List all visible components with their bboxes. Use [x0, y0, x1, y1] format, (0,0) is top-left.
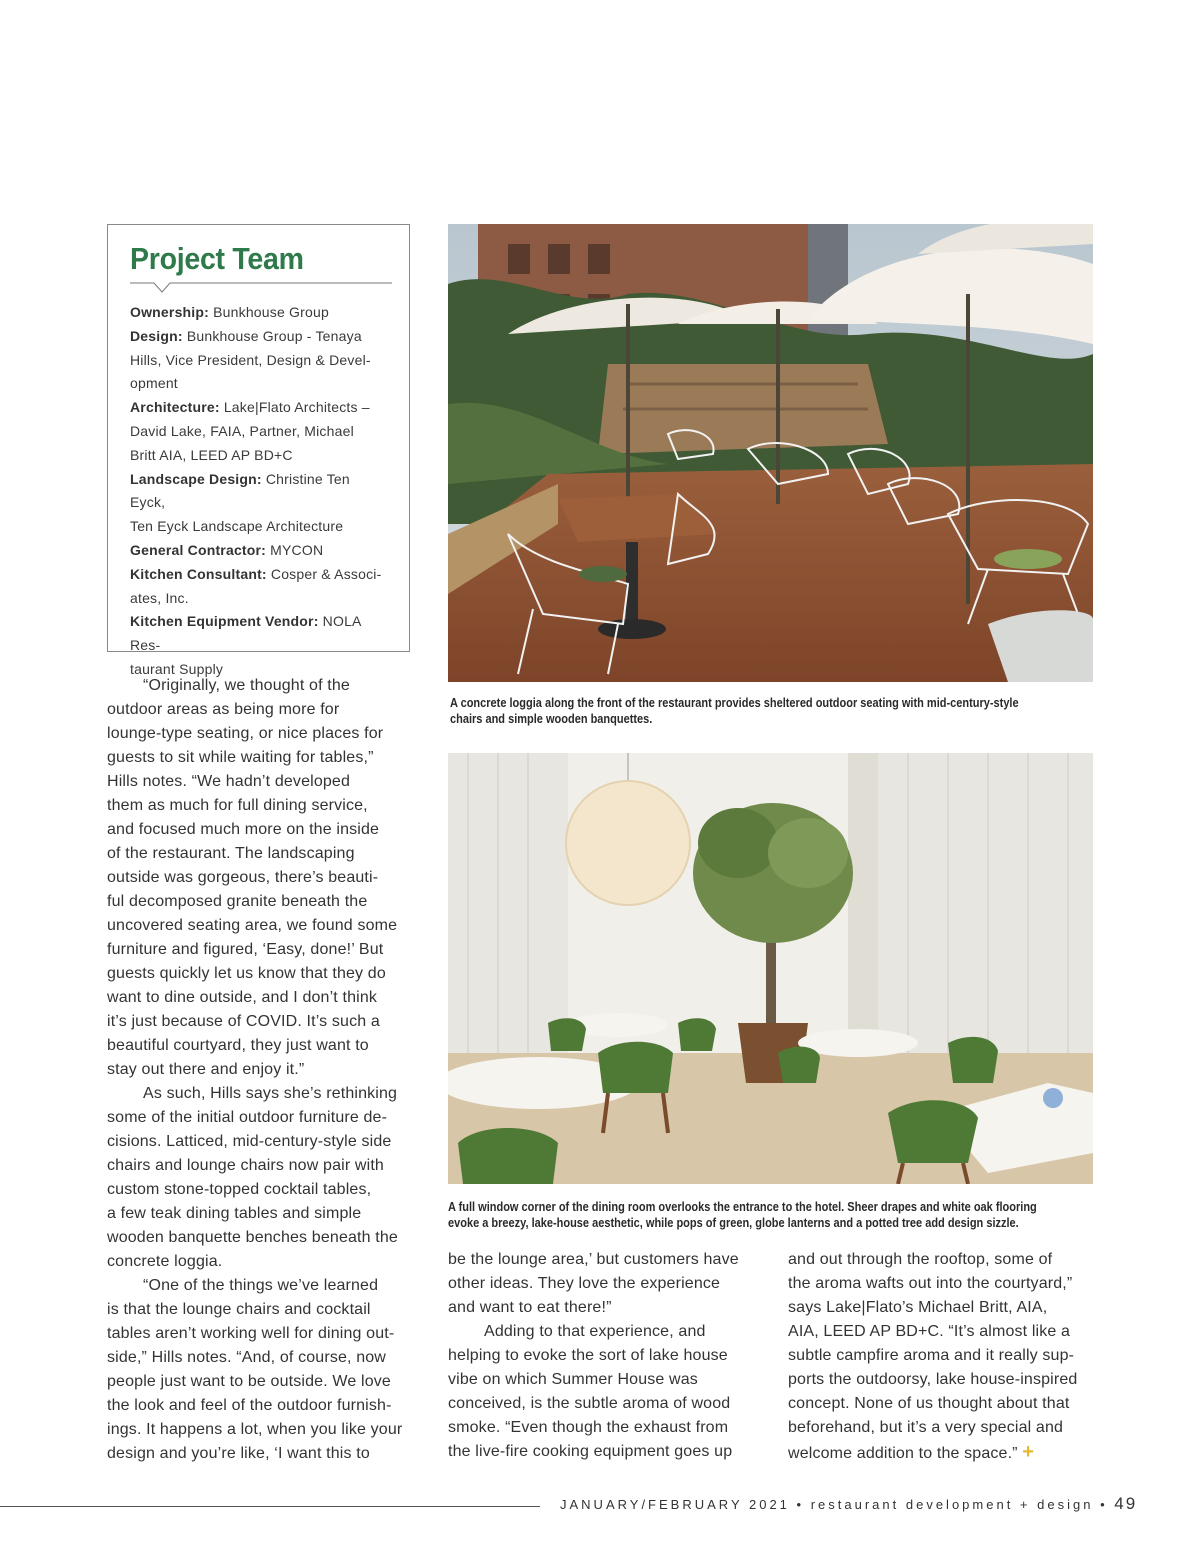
caption-line: chairs and simple wooden banquettes. — [450, 712, 653, 726]
end-mark-icon: + — [1022, 1441, 1035, 1463]
project-team-line — [130, 396, 389, 420]
project-team-value: Lake|Flato Architects – — [219, 399, 370, 416]
text-line: lounge-type seating, or nice places for — [107, 725, 384, 742]
text-line: beforehand, but it’s a very special and — [788, 1419, 1064, 1436]
text-line: ings. It happens a lot, when you like your — [107, 1421, 403, 1438]
project-team-role: Landscape Design: — [130, 470, 262, 487]
text-line: As such, Hills says she’s rethinking — [143, 1085, 398, 1102]
project-team-value: MYCON — [266, 541, 324, 558]
text-line: of the restaurant. The landscaping — [107, 845, 355, 862]
text-line: cisions. Latticed, mid-century-style side — [107, 1133, 392, 1150]
dining-room-photo — [448, 753, 1093, 1184]
project-team-list — [130, 301, 389, 682]
project-team-value: Bunkhouse Group — [209, 304, 329, 320]
body-column-2 — [448, 1248, 748, 1464]
courtyard-photo-caption — [450, 695, 1075, 727]
text-line: Hills notes. “We hadn’t developed — [107, 773, 351, 790]
text-line: beautiful courtyard, they just want to — [107, 1037, 369, 1054]
text-line: ful decomposed granite beneath the — [107, 893, 368, 910]
text-line: tables aren’t working well for dining out- — [107, 1325, 395, 1342]
page-number: 49 — [1114, 1494, 1138, 1513]
project-team-role: Kitchen Consultant: — [130, 565, 267, 582]
footer-rule — [0, 1506, 540, 1507]
project-team-value: Hills, Vice President, Design & Devel- — [130, 351, 371, 368]
project-team-value: Bunkhouse Group - Tenaya — [182, 327, 362, 344]
body-paragraph — [788, 1248, 1088, 1466]
text-line: custom stone-topped cocktail tables, — [107, 1181, 372, 1198]
text-line: “Originally, we thought of the — [143, 677, 350, 694]
footer-publication: restaurant development + design — [810, 1497, 1094, 1512]
text-line: the aroma wafts out into the courtyard,” — [788, 1275, 1073, 1292]
text-line: them as much for full dining service, — [107, 797, 368, 814]
text-line: smoke. “Even though the exhaust from — [448, 1419, 729, 1436]
text-line: the look and feel of the outdoor furnish- — [107, 1397, 392, 1414]
project-team-line — [130, 539, 389, 563]
page-footer — [560, 1494, 1137, 1514]
project-team-value: Britt AIA, LEED AP BD+C — [130, 446, 293, 463]
text-line: vibe on which Summer House was — [448, 1371, 698, 1388]
dining-room-photo-caption — [448, 1199, 1086, 1231]
project-team-line — [130, 468, 389, 516]
courtyard-photo — [448, 224, 1093, 682]
text-line: is that the lounge chairs and cocktail — [107, 1301, 371, 1318]
text-line: and out through the rooftop, some of — [788, 1251, 1053, 1268]
text-line: conceived, is the subtle aroma of wood — [448, 1395, 731, 1412]
text-line-content: welcome addition to the space.” — [788, 1445, 1018, 1462]
text-line: outdoor areas as being more for — [107, 701, 340, 718]
caption-line: evoke a breezy, lake-house aesthetic, while pops of green, globe lanterns and a potted tree add design sizzle. — [448, 1216, 1019, 1230]
body-paragraph — [448, 1320, 748, 1464]
project-team-value: ates, Inc. — [130, 589, 189, 606]
text-line: a few teak dining tables and simple — [107, 1205, 362, 1222]
text-line: wooden banquette benches beneath the — [107, 1229, 398, 1246]
text-line: side,” Hills notes. “And, of course, now — [107, 1349, 387, 1366]
project-team-value: taurant Supply — [130, 660, 224, 677]
text-line: “One of the things we’ve learned — [143, 1277, 379, 1294]
text-line: stay out there and enjoy it.” — [107, 1061, 305, 1078]
text-line: the live-fire cooking equipment goes up — [448, 1443, 733, 1460]
project-team-role: Architecture: — [130, 399, 220, 416]
text-line: chairs and lounge chairs now pair with — [107, 1157, 384, 1174]
project-team-role: Design: — [130, 327, 183, 344]
footer-issue: JANUARY/FEBRUARY 2021 — [560, 1497, 790, 1512]
text-line — [788, 1440, 1088, 1466]
text-line: it’s just because of COVID. It’s such a — [107, 1013, 380, 1030]
project-team-divider — [130, 281, 389, 295]
body-paragraph — [107, 674, 413, 1082]
project-team-line — [130, 301, 389, 325]
text-line: Adding to that experience, and — [484, 1323, 706, 1340]
project-team-value: Ten Eyck Landscape Architecture — [130, 518, 344, 535]
project-team-value: David Lake, FAIA, Partner, Michael — [130, 422, 354, 439]
text-line: furniture and figured, ‘Easy, done!’ But — [107, 941, 384, 958]
text-line: people just want to be outside. We love — [107, 1373, 391, 1390]
project-team-title: Project Team — [130, 241, 304, 276]
text-line: some of the initial outdoor furniture de- — [107, 1109, 388, 1126]
body-column-1 — [107, 674, 413, 1466]
text-line: helping to evoke the sort of lake house — [448, 1347, 728, 1364]
project-team-value: NOLA Res- — [130, 613, 361, 654]
text-line: be the lounge area,’ but customers have — [448, 1251, 739, 1268]
text-line: outside was gorgeous, there’s beauti- — [107, 869, 379, 886]
text-line: concrete loggia. — [107, 1253, 223, 1270]
project-team-line — [130, 515, 389, 539]
footer-bullet: • — [796, 1497, 805, 1512]
text-line: says Lake|Flato’s Michael Britt, AIA, — [788, 1299, 1048, 1316]
project-team-line — [130, 563, 389, 587]
text-line: subtle campfire aroma and it really sup- — [788, 1347, 1075, 1364]
project-team-value: Christine Ten Eyck, — [130, 470, 350, 511]
project-team-box — [107, 224, 410, 677]
text-line: ports the outdoorsy, lake house-inspired — [788, 1371, 1078, 1388]
body-paragraph — [107, 1274, 413, 1466]
footer-bullet: • — [1100, 1497, 1108, 1512]
project-team-role: Ownership: — [130, 304, 210, 320]
text-line: concept. None of us thought about that — [788, 1395, 1070, 1412]
body-paragraph — [107, 1082, 413, 1274]
project-team-value: Cosper & Associ- — [266, 565, 382, 582]
text-line: and want to eat there!” — [448, 1299, 612, 1316]
project-team-line — [130, 349, 389, 373]
project-team-role: Kitchen Equipment Vendor: — [130, 613, 319, 630]
project-team-value: opment — [130, 375, 178, 392]
text-line: guests quickly let us know that they do — [107, 965, 386, 982]
text-line: guests to sit while waiting for tables,” — [107, 749, 374, 766]
body-column-3 — [788, 1248, 1088, 1466]
project-team-role: General Contractor: — [130, 541, 267, 558]
project-team-line — [130, 610, 389, 658]
text-line: design and you’re like, ‘I want this to — [107, 1445, 370, 1462]
text-line: want to dine outside, and I don’t think — [107, 989, 378, 1006]
caption-line: A full window corner of the dining room overlooks the entrance to the hotel. Sheer drapes and white oak flooring — [448, 1200, 1037, 1214]
body-paragraph — [448, 1248, 748, 1320]
project-team-line — [130, 420, 389, 444]
project-team-line — [130, 372, 389, 396]
text-line: AIA, LEED AP BD+C. “It’s almost like a — [788, 1323, 1071, 1340]
caption-line: A concrete loggia along the front of the restaurant provides sheltered outdoor seating with mid-century-style — [450, 696, 1019, 710]
project-team-line — [130, 325, 389, 349]
project-team-line — [130, 444, 389, 468]
project-team-line — [130, 587, 389, 611]
text-line: uncovered seating area, we found some — [107, 917, 398, 934]
text-line: other ideas. They love the experience — [448, 1275, 721, 1292]
text-line: and focused much more on the inside — [107, 821, 380, 838]
